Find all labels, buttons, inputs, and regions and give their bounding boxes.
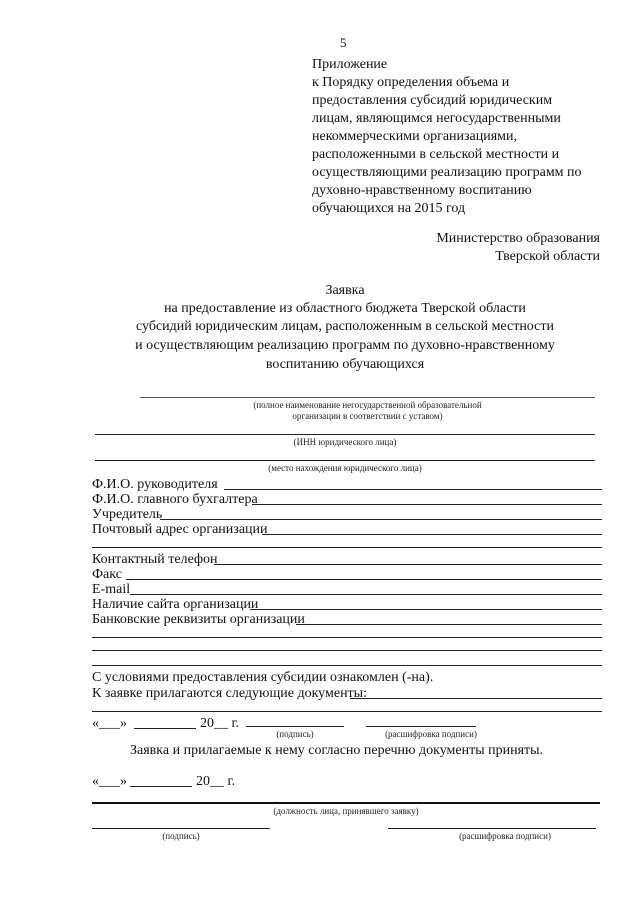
- postal-field[interactable]: [262, 534, 602, 535]
- accepted-text: Заявка и прилагаемые к нему согласно перечню документы приняты.: [130, 743, 544, 758]
- signature-field[interactable]: [246, 726, 344, 727]
- appendix-line: духовно-нравственному воспитанию: [312, 183, 532, 198]
- appendix-line: расположенными в сельской местности и: [312, 147, 560, 162]
- addressee-line: Тверской области: [495, 249, 600, 264]
- appendix-line: к Порядку определения объема и: [312, 75, 510, 90]
- signature-decoding-caption: (расшифровка подписи): [385, 729, 477, 739]
- org-name-caption: (полное наименование негосударственной образовательной: [253, 400, 482, 410]
- location-caption: (место нахождения юридического лица): [268, 463, 422, 473]
- final-decoding-field[interactable]: [388, 828, 596, 829]
- director-label: Ф.И.О. руководителя: [92, 477, 218, 492]
- appendix-line: лицам, являющимся негосударственными: [312, 111, 561, 126]
- form-subtitle-line: воспитанию обучающихся: [265, 357, 425, 372]
- date-month-field[interactable]: [134, 728, 196, 729]
- addressee-line: Министерство образования: [436, 231, 600, 246]
- email-field[interactable]: [130, 594, 602, 595]
- signature-decoding-field[interactable]: [366, 726, 476, 727]
- postal-label: Почтовый адрес организации: [92, 522, 268, 537]
- org-name-line[interactable]: [140, 397, 595, 398]
- founder-field[interactable]: [160, 519, 602, 520]
- bank-field-extra[interactable]: [92, 665, 602, 666]
- website-label: Наличие сайта организации: [92, 597, 259, 612]
- form-title: Заявка: [325, 283, 365, 298]
- signature-caption: (подпись): [276, 729, 314, 739]
- appendix-line: некоммерческими организациями,: [312, 129, 518, 144]
- bank-field-extra[interactable]: [92, 650, 602, 651]
- final-decoding-caption: (расшифровка подписи): [459, 831, 551, 841]
- org-name-caption: организации в соответствии с уставом): [292, 411, 443, 421]
- appendix-line: обучающихся на 2015 год: [312, 201, 466, 216]
- postal-field-extra[interactable]: [92, 547, 602, 548]
- bank-field[interactable]: [296, 624, 602, 625]
- form-subtitle-line: на предоставление из областного бюджета Тверской области: [164, 301, 526, 316]
- director-field[interactable]: [224, 489, 602, 490]
- fax-label: Факс: [92, 567, 122, 582]
- phone-field[interactable]: [214, 564, 602, 565]
- founder-label: Учредитель: [92, 507, 163, 522]
- final-signature-caption: (подпись): [162, 831, 200, 841]
- position-line[interactable]: [92, 802, 600, 804]
- attached-docs-field[interactable]: [350, 698, 602, 699]
- location-line[interactable]: [95, 460, 595, 461]
- website-field[interactable]: [250, 609, 602, 610]
- attached-docs-extra[interactable]: [92, 711, 602, 712]
- conditions-text: С условиями предоставления субсидии ознакомлен (-на).: [92, 670, 434, 685]
- date2-year: 20__ г.: [196, 774, 236, 789]
- appendix-line: предоставления субсидий юридическим: [312, 93, 553, 108]
- accountant-label: Ф.И.О. главного бухгалтера: [92, 492, 258, 507]
- date2-month-field[interactable]: [130, 786, 192, 787]
- date-year: 20__ г.: [200, 716, 240, 731]
- final-signature-field[interactable]: [92, 828, 270, 829]
- email-label: E-mail: [92, 582, 131, 597]
- inn-caption: (ИНН юридического лица): [293, 437, 397, 447]
- appendix-line: осуществляющими реализацию программ по: [312, 165, 582, 180]
- attached-docs-label: К заявке прилагаются следующие документы:: [92, 686, 367, 701]
- position-caption: (должность лица, принявшего заявку): [273, 806, 419, 816]
- page-number: 5: [340, 35, 347, 50]
- date-day: «___»: [92, 716, 127, 731]
- accountant-field[interactable]: [252, 504, 602, 505]
- form-subtitle-line: субсидий юридическим лицам, расположенным в сельской местности: [136, 319, 554, 334]
- date2-day: «___»: [92, 774, 127, 789]
- appendix-title: Приложение: [312, 57, 388, 72]
- phone-label: Контактный телефон: [92, 552, 218, 567]
- bank-label: Банковские реквизиты организации: [92, 612, 305, 627]
- bank-field-extra[interactable]: [92, 637, 602, 638]
- form-subtitle-line: и осуществляющим реализацию программ по духовно-нравственному: [135, 338, 555, 353]
- inn-line[interactable]: [95, 434, 595, 435]
- fax-field[interactable]: [126, 579, 602, 580]
